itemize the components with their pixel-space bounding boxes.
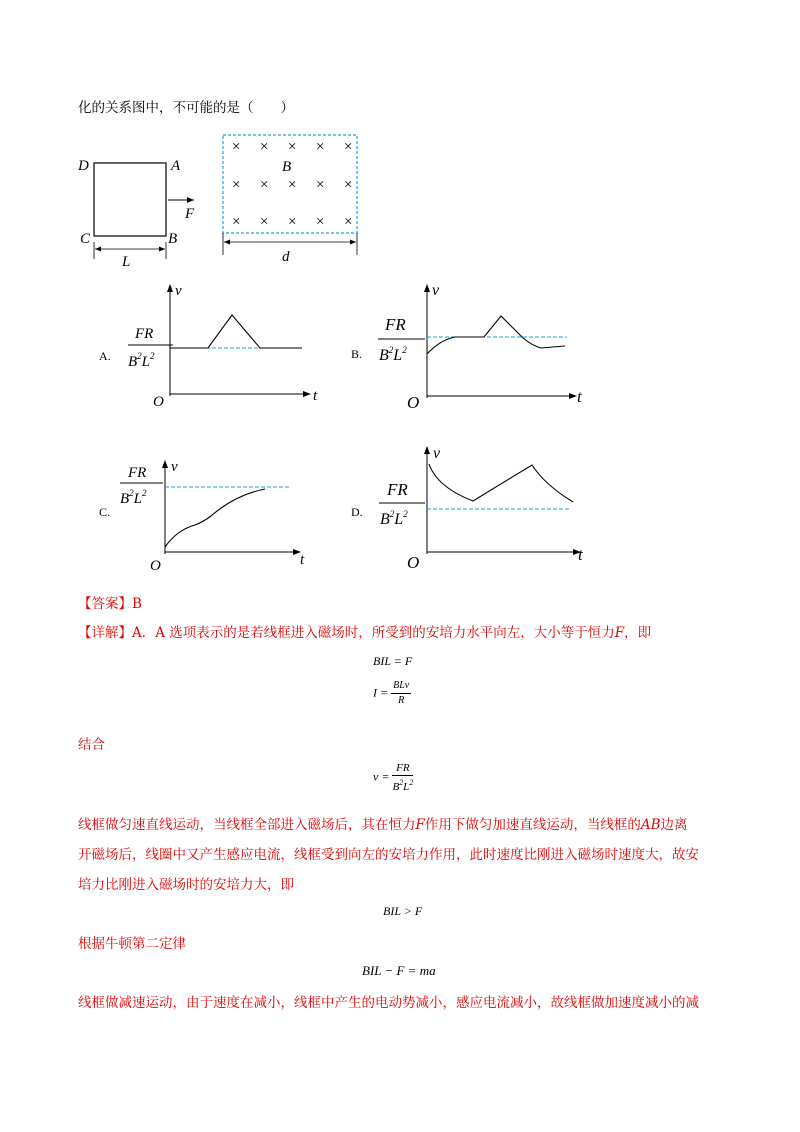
field-cross-icon: × xyxy=(288,139,297,155)
corner-a-label: A xyxy=(171,158,181,174)
answer-line xyxy=(78,594,142,614)
equation-current: I = $\frac{\text{BLv}}{R}$ xyxy=(373,680,410,706)
svg-text:B2L2: $B^2L^2$ xyxy=(380,509,408,528)
width-label: d xyxy=(282,249,290,265)
option-b-axis-v: v xyxy=(432,282,440,299)
equation-newton-second-law: BIL − F = ma xyxy=(362,963,436,978)
field-cross-icon: × xyxy=(316,139,325,155)
option-a-curve xyxy=(170,315,302,348)
corner-b-label: B xyxy=(168,231,178,247)
svg-text:B2L2: $B^2L^2$ xyxy=(128,351,155,370)
option-c-axis-v: v xyxy=(171,459,178,475)
question-stem: 化的关系图中，不可能的是（ ） xyxy=(78,100,294,116)
option-d-origin: O xyxy=(407,553,420,572)
explanation-line-3b: 开磁场后，线圈中又产生感应电流，线框受到向左的安培力作用，此时速度比刚进入磁场时速度大，故安 xyxy=(78,847,699,863)
field-cross-icon: × xyxy=(232,214,241,230)
svg-text:B2L2: $B^2L^2$ xyxy=(379,345,407,364)
field-cross-icon: × xyxy=(260,139,269,155)
explanation-line-3a: 线框做匀速直线运动，当线框全部进入磁场后，其在恒力F作用下做匀加速直线运动，当线框的AB边离 xyxy=(78,817,688,833)
explanation-line-1: 【详解】A．A 选项表示的是若线框进入磁场时，所受到的安培力水平向左，大小等于恒力F，即 xyxy=(78,625,652,641)
option-d-axis-v: v xyxy=(433,445,441,462)
field-cross-icon: × xyxy=(288,177,297,193)
field-cross-icon: × xyxy=(288,214,297,230)
field-label: B xyxy=(282,159,292,175)
option-b-frac-num: FR xyxy=(385,315,406,334)
option-d-letter: D. xyxy=(351,505,363,519)
option-b-origin: O xyxy=(407,393,420,410)
option-a-frac-num: FR xyxy=(135,326,154,342)
option-c-frac-num: FR xyxy=(128,465,147,481)
field-crosses xyxy=(232,139,352,230)
option-c-origin: O xyxy=(150,558,161,574)
field-cross-icon: × xyxy=(232,177,241,193)
option-a-axis-v: v xyxy=(175,283,182,299)
force-arrow-head xyxy=(187,197,194,203)
answer-value: B xyxy=(132,596,142,612)
explanation-tag: 【详解】 xyxy=(78,625,132,641)
force-label: F xyxy=(185,206,195,222)
option-a-letter: A. xyxy=(99,349,111,363)
field-cross-icon: × xyxy=(344,139,353,155)
explanation-line-5: 线框做减速运动，由于速度在减小，线框中产生的电动势减小，感应电流减小，故线框做加速度减小的减 xyxy=(78,995,699,1011)
field-cross-icon: × xyxy=(316,177,325,193)
explanation-line-3c: 培力比刚进入磁场时的安培力大，即 xyxy=(78,877,294,893)
explanation-combine: 结合 xyxy=(78,737,105,753)
field-cross-icon: × xyxy=(260,214,269,230)
option-a-graph[interactable] xyxy=(95,280,320,410)
option-b-letter: B. xyxy=(351,347,363,361)
option-c-letter: C. xyxy=(99,505,111,519)
option-b-axis-t: t xyxy=(577,387,582,406)
equation-bil-equals-f: BIL = F xyxy=(373,654,413,668)
option-d-axis-t: t xyxy=(578,545,583,564)
equation-bil-greater-f: BIL > F xyxy=(383,904,423,918)
field-cross-icon: × xyxy=(344,214,353,230)
option-b-graph[interactable] xyxy=(345,280,590,410)
field-cross-icon: × xyxy=(316,214,325,230)
field-cross-icon: × xyxy=(260,177,269,193)
field-cross-icon: × xyxy=(344,177,353,193)
corner-c-label: C xyxy=(80,231,91,247)
option-a-axis-t: t xyxy=(313,388,318,404)
option-b-curve xyxy=(427,316,565,354)
corner-d-label: D xyxy=(78,158,89,174)
option-d-curve xyxy=(429,464,573,502)
side-length-label: L xyxy=(122,254,131,270)
equation-velocity: v = $\frac{FR}{B^2L^2}$ xyxy=(373,762,414,793)
option-d-graph[interactable] xyxy=(345,440,595,575)
option-c-graph[interactable] xyxy=(95,450,320,580)
option-a-origin: O xyxy=(153,394,164,410)
option-c-curve xyxy=(165,489,265,547)
setup-figure xyxy=(70,125,370,270)
answer-tag: 【答案】 xyxy=(78,596,132,612)
svg-text:B2L2: $B^2L^2$ xyxy=(120,488,147,507)
square-loop xyxy=(94,163,166,236)
option-c-axis-t: t xyxy=(300,552,305,568)
field-cross-icon: × xyxy=(232,139,241,155)
explanation-newton: 根据牛顿第二定律 xyxy=(78,936,186,952)
option-d-frac-num: FR xyxy=(387,480,408,499)
